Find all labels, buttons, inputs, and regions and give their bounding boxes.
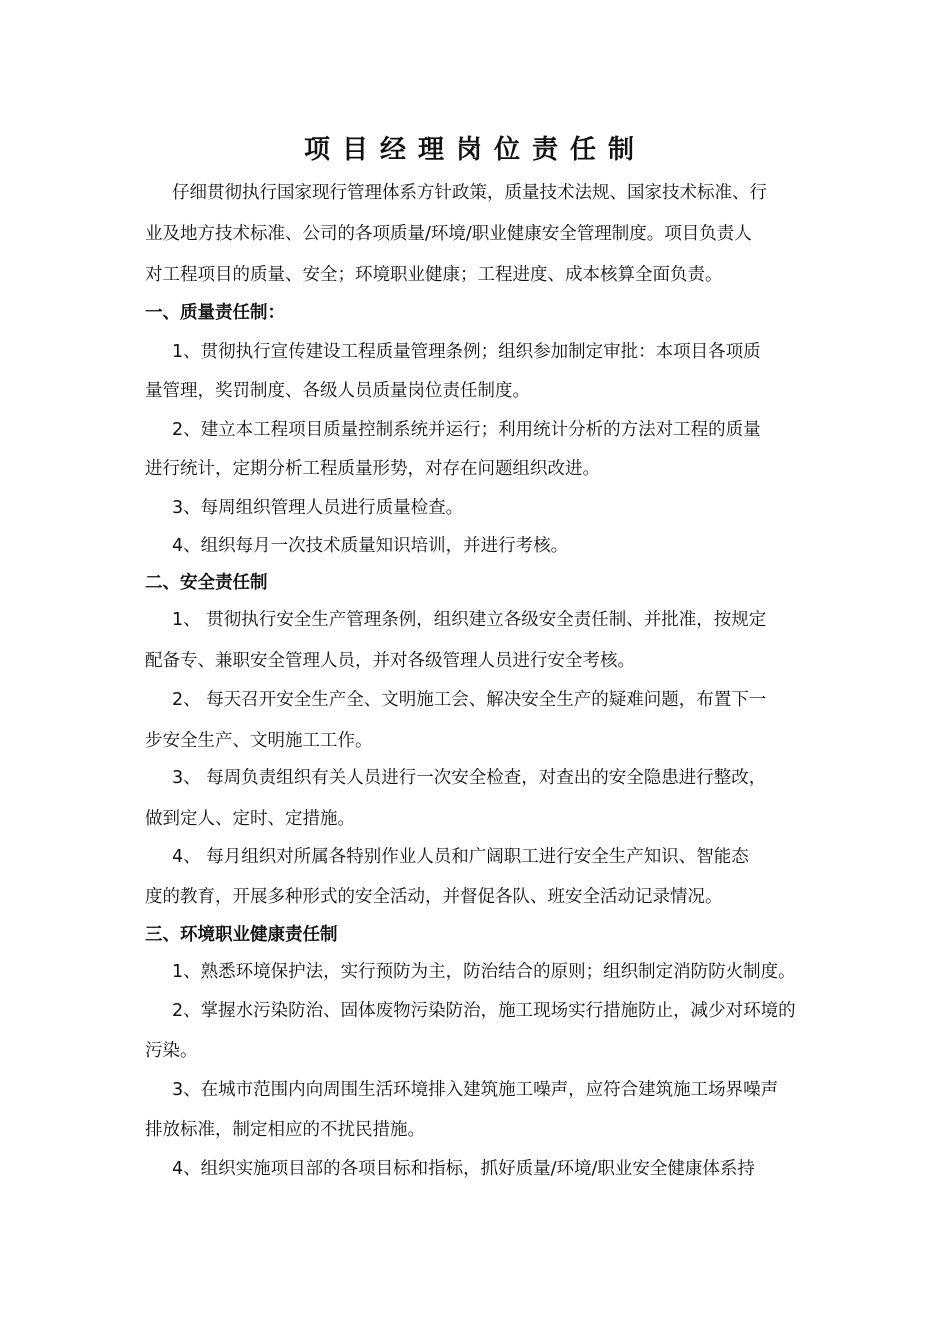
paragraph-line: 度的教育，开展多种形式的安全活动，并督促各队、班安全活动记录情况。 (145, 887, 723, 907)
paragraph-line: 2、 每天召开安全生产全、文明施工会、解决安全生产的疑难问题，布置下一 (172, 690, 767, 710)
section-heading-safety: 二、安全责任制 (145, 573, 268, 593)
section-heading-quality: 一、质量责任制： (145, 303, 285, 323)
paragraph-line: 配备专、兼职安全管理人员，并对各级管理人员进行安全考核。 (145, 651, 635, 671)
paragraph-line: 进行统计，定期分析工程质量形势，对存在问题组织改进。 (145, 459, 600, 479)
intro-line-1: 仔细贯彻执行国家现行管理体系方针政策，质量技术法规、国家技术标准、行 (172, 183, 767, 203)
paragraph-line: 1、贯彻执行宣传建设工程质量管理条例；组织参加制定审批：本项目各项质 (172, 342, 761, 362)
intro-line-2: 业及地方技术标准、公司的各项质量/环境/职业健康安全管理制度。项目负责人 (145, 224, 752, 244)
intro-line-3: 对工程项目的质量、安全；环境职业健康；工程进度、成本核算全面负责。 (145, 265, 723, 285)
paragraph-line: 4、组织每月一次技术质量知识培训，并进行考核。 (172, 536, 569, 556)
paragraph-line: 污染。 (145, 1041, 198, 1061)
paragraph-line: 3、每周组织管理人员进行质量检查。 (172, 498, 464, 518)
paragraph-line: 1、熟悉环境保护法，实行预防为主，防治结合的原则；组织制定消防防火制度。 (172, 962, 796, 982)
paragraph-line: 做到定人、定时、定措施。 (145, 809, 355, 829)
section-heading-environment: 三、环境职业健康责任制 (145, 925, 338, 945)
paragraph-line: 4、 每月组织对所属各特别作业人员和广阔职工进行安全生产知识、智能态 (172, 847, 749, 867)
paragraph-line: 3、在城市范围内向周围生活环境排入建筑施工噪声，应符合建筑施工场界噪声 (172, 1080, 779, 1100)
paragraph-line: 量管理，奖罚制度、各级人员质量岗位责任制度。 (145, 381, 530, 401)
paragraph-line: 3、 每周负责组织有关人员进行一次安全检查，对查出的安全隐患进行整改， (172, 768, 767, 788)
paragraph-line: 排放标准，制定相应的不扰民措施。 (145, 1120, 425, 1140)
paragraph-line: 步安全生产、文明施工工作。 (145, 731, 373, 751)
paragraph-line: 4、组织实施项目部的各项目标和指标，抓好质量/环境/职业安全健康体系持 (172, 1159, 755, 1179)
paragraph-line: 2、建立本工程项目质量控制系统并运行；利用统计分析的方法对工程的质量 (172, 420, 761, 440)
page-title: 项目经理岗位责任制 (303, 135, 646, 165)
paragraph-line: 1、 贯彻执行安全生产管理条例，组织建立各级安全责任制、并批准，按规定 (172, 610, 767, 630)
paragraph-line: 2、掌握水污染防治、固体废物污染防治，施工现场实行措施防止，减少对环境的 (172, 1001, 796, 1021)
